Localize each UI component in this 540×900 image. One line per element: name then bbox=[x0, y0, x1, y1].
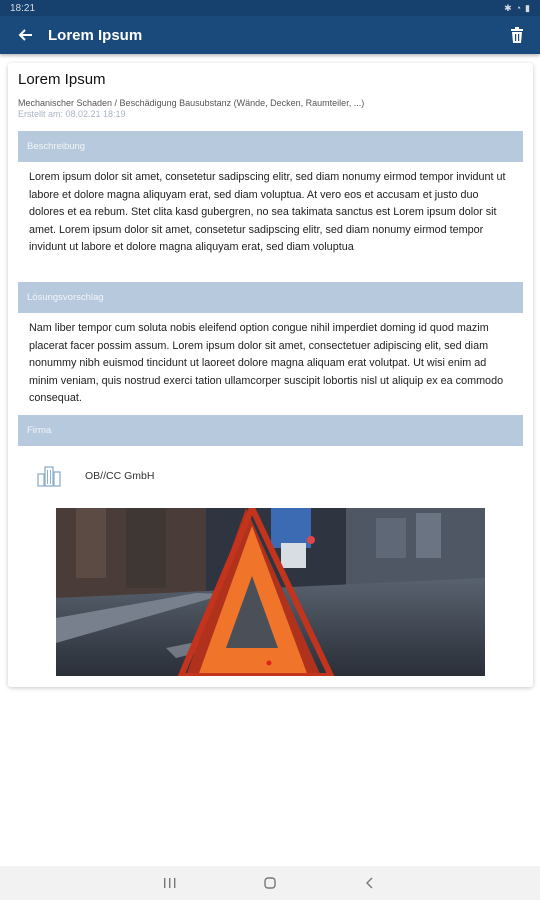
description-header bbox=[18, 131, 523, 162]
warning-triangle-image bbox=[56, 508, 485, 676]
created-date: Erstellt am: 08.02.21 18:19 bbox=[18, 109, 126, 119]
recents-button[interactable] bbox=[155, 868, 185, 898]
delete-button[interactable] bbox=[506, 24, 528, 46]
company-name: OB//CC GmbH bbox=[85, 470, 155, 482]
status-icons bbox=[504, 4, 530, 13]
solution-label: Lösungsvorschlag bbox=[27, 292, 104, 303]
company-row[interactable] bbox=[34, 458, 154, 494]
battery-icon: ▮ bbox=[525, 2, 530, 13]
company-header bbox=[18, 415, 523, 446]
description-label: Beschreibung bbox=[27, 141, 86, 152]
buildings-icon bbox=[34, 461, 64, 491]
report-card bbox=[8, 63, 533, 687]
recents-icon bbox=[163, 877, 177, 889]
solution-text: Nam liber tempor cum soluta nobis eleifend option congue nihil imperdiet doming id quod mazim placerat facer possim assum. Lorem ipsum dolor sit amet, consectetuer adipiscing elit, sed diam nonummy nibh euismod tincidunt ut laoreet dolore magna aliquam erat volutpat. Ut wisi enim ad minim veniam, quis nostrud exerci tation ullamcorper suscipit lobortis nisl ut aliquip ex ea commodo consequat. bbox=[29, 322, 504, 405]
status-bar bbox=[0, 0, 540, 16]
page-title: Lorem Ipsum bbox=[48, 26, 143, 44]
wifi-icon: ◔ bbox=[515, 2, 522, 13]
home-icon bbox=[263, 876, 277, 890]
card-header bbox=[18, 71, 523, 119]
description-text: Lorem ipsum dolor sit amet, consetetur sadipscing elitr, sed diam nonumy eirmod tempor invidunt ut labore et dolore magna aliquyam erat, sed diam voluptua. At vero eos et accusam et justo duo dolores et ea rebum. Stet clita kasd gubergren, no sea takimata sanctus est Lorem ipsum dolor sit amet. Lorem ipsum dolor sit amet, consetetur sadipscing elitr, sed diam nonumy eirmod tempor invidunt ut labore et dolore magna aliquyam erat, sed diam voluptua bbox=[29, 171, 506, 254]
home-button[interactable] bbox=[255, 868, 285, 898]
solution-header bbox=[18, 282, 523, 313]
chevron-left-icon bbox=[364, 876, 376, 890]
status-time: 18:21 bbox=[10, 2, 36, 14]
trash-icon bbox=[510, 27, 524, 43]
company-label: Firma bbox=[27, 425, 52, 436]
damage-category: Mechanischer Schaden / Beschädigung Bausubstanz (Wände, Decken, Raumteiler, ...) bbox=[18, 98, 365, 108]
app-bar bbox=[0, 16, 540, 54]
system-back-button[interactable] bbox=[355, 868, 385, 898]
card-title: Lorem Ipsum bbox=[18, 71, 106, 88]
back-button[interactable] bbox=[12, 22, 38, 48]
arrow-left-icon bbox=[17, 27, 33, 43]
damage-photo[interactable] bbox=[56, 508, 485, 676]
bluetooth-icon: ✱ bbox=[504, 2, 512, 13]
system-nav-bar bbox=[0, 866, 540, 900]
